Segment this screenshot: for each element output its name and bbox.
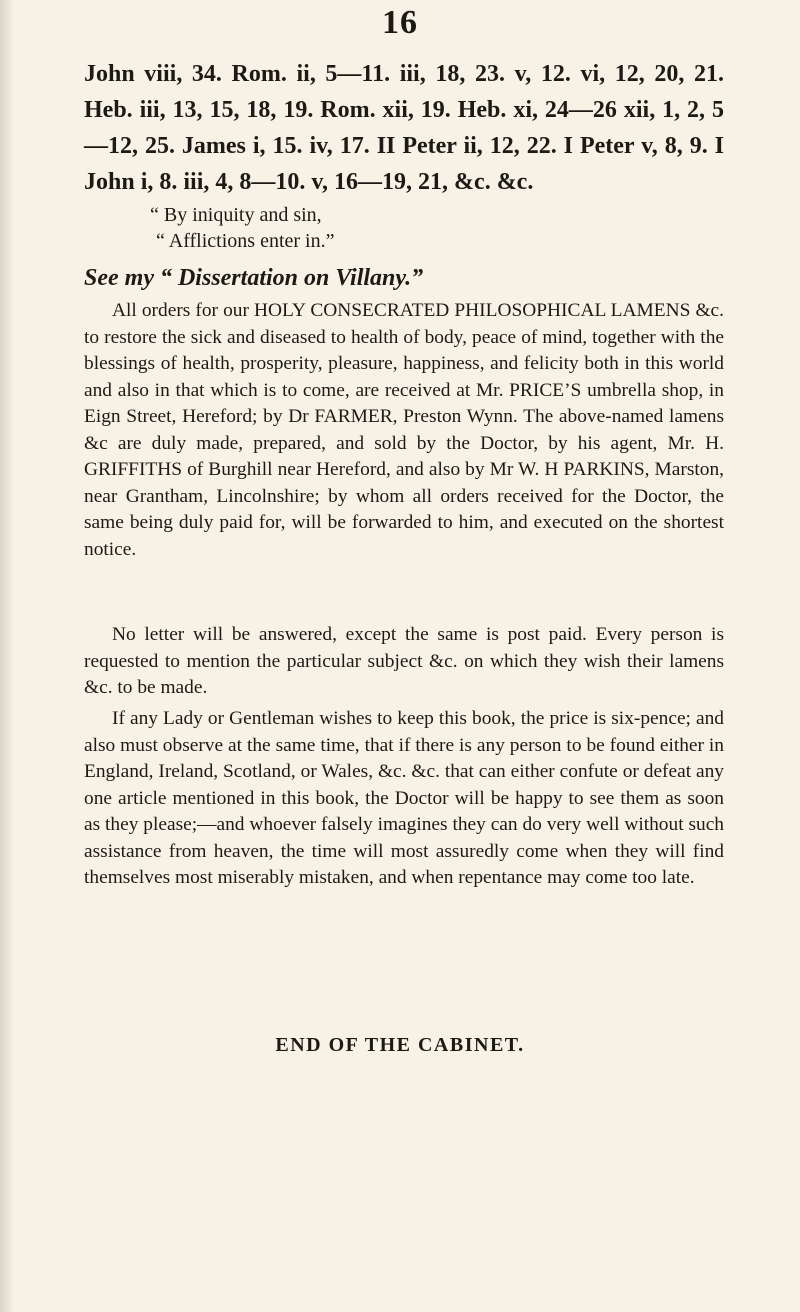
verse-quote xyxy=(150,202,650,254)
scripture-references: John viii, 34. Rom. ii, 5—11. iii, 18, 23. v, 12. vi, 12, 20, 21. Heb. iii, 13, 15, 18, 19. Rom. xii, 19. Heb. xi, 24—26 xii, 1, 2, 5—12, 25. James i, 15. iv, 17. II Peter ii, 12, 22. I Peter v, 8, 9. I John i, 8. iii, 4, 8—10. v, 16—19, 21, &c. &c. xyxy=(84,61,724,195)
page-number: 16 xyxy=(382,4,418,41)
page-gutter-shadow xyxy=(0,0,14,1312)
see-also-reference: See my “ Dissertation on Villany.” xyxy=(84,265,424,291)
end-of-book-line: END OF THE CABINET. xyxy=(275,1034,525,1056)
verse-quote-line-1: “ By iniquity and sin, xyxy=(150,204,322,226)
verse-quote-line-2: “ Afflictions enter in.” xyxy=(156,230,335,252)
paragraph-letters: No letter will be answered, except the same is post paid. Every person is requested to mention the particular subject &c. on which they wish their lamens &c. to be made. xyxy=(84,624,724,698)
paragraph-price: If any Lady or Gentleman wishes to keep this book, the price is six-pence; and also must observe at the same time, that if there is any person to be found either in England, Ireland, Scotland, or Wales, &c. &c. that can either confute or defeat any one article mentioned in this book, the Doctor will be happy to see them as soon as they please;—and whoever falsely imagines they can do very well without such assistance from heaven, the time will most assuredly come when they will find themselves most miserably mistaken, and when repentance may come too late. xyxy=(84,708,724,888)
paragraph-orders: All orders for our HOLY CONSECRATED PHILOSOPHICAL LAMENS &c. to restore the sick and diseased to health of body, peace of mind, together with the blessings of health, prosperity, pleasure, happiness, and felicity both in this world and also in that which is to come, are received at Mr. PRICE’S umbrella shop, in Eign Street, Hereford; by Dr FARMER, Preston Wynn. The above-named lamens &c are duly made, prepared, and sold by the Doctor, by his agent, Mr. H. GRIFFITHS of Burghill near Hereford, and also by Mr W. H PARKINS, Marston, near Grantham, Lincolnshire; by whom all orders received for the Doctor, the same being duly paid for, will be forwarded to him, and executed on the shortest notice. xyxy=(84,300,724,560)
